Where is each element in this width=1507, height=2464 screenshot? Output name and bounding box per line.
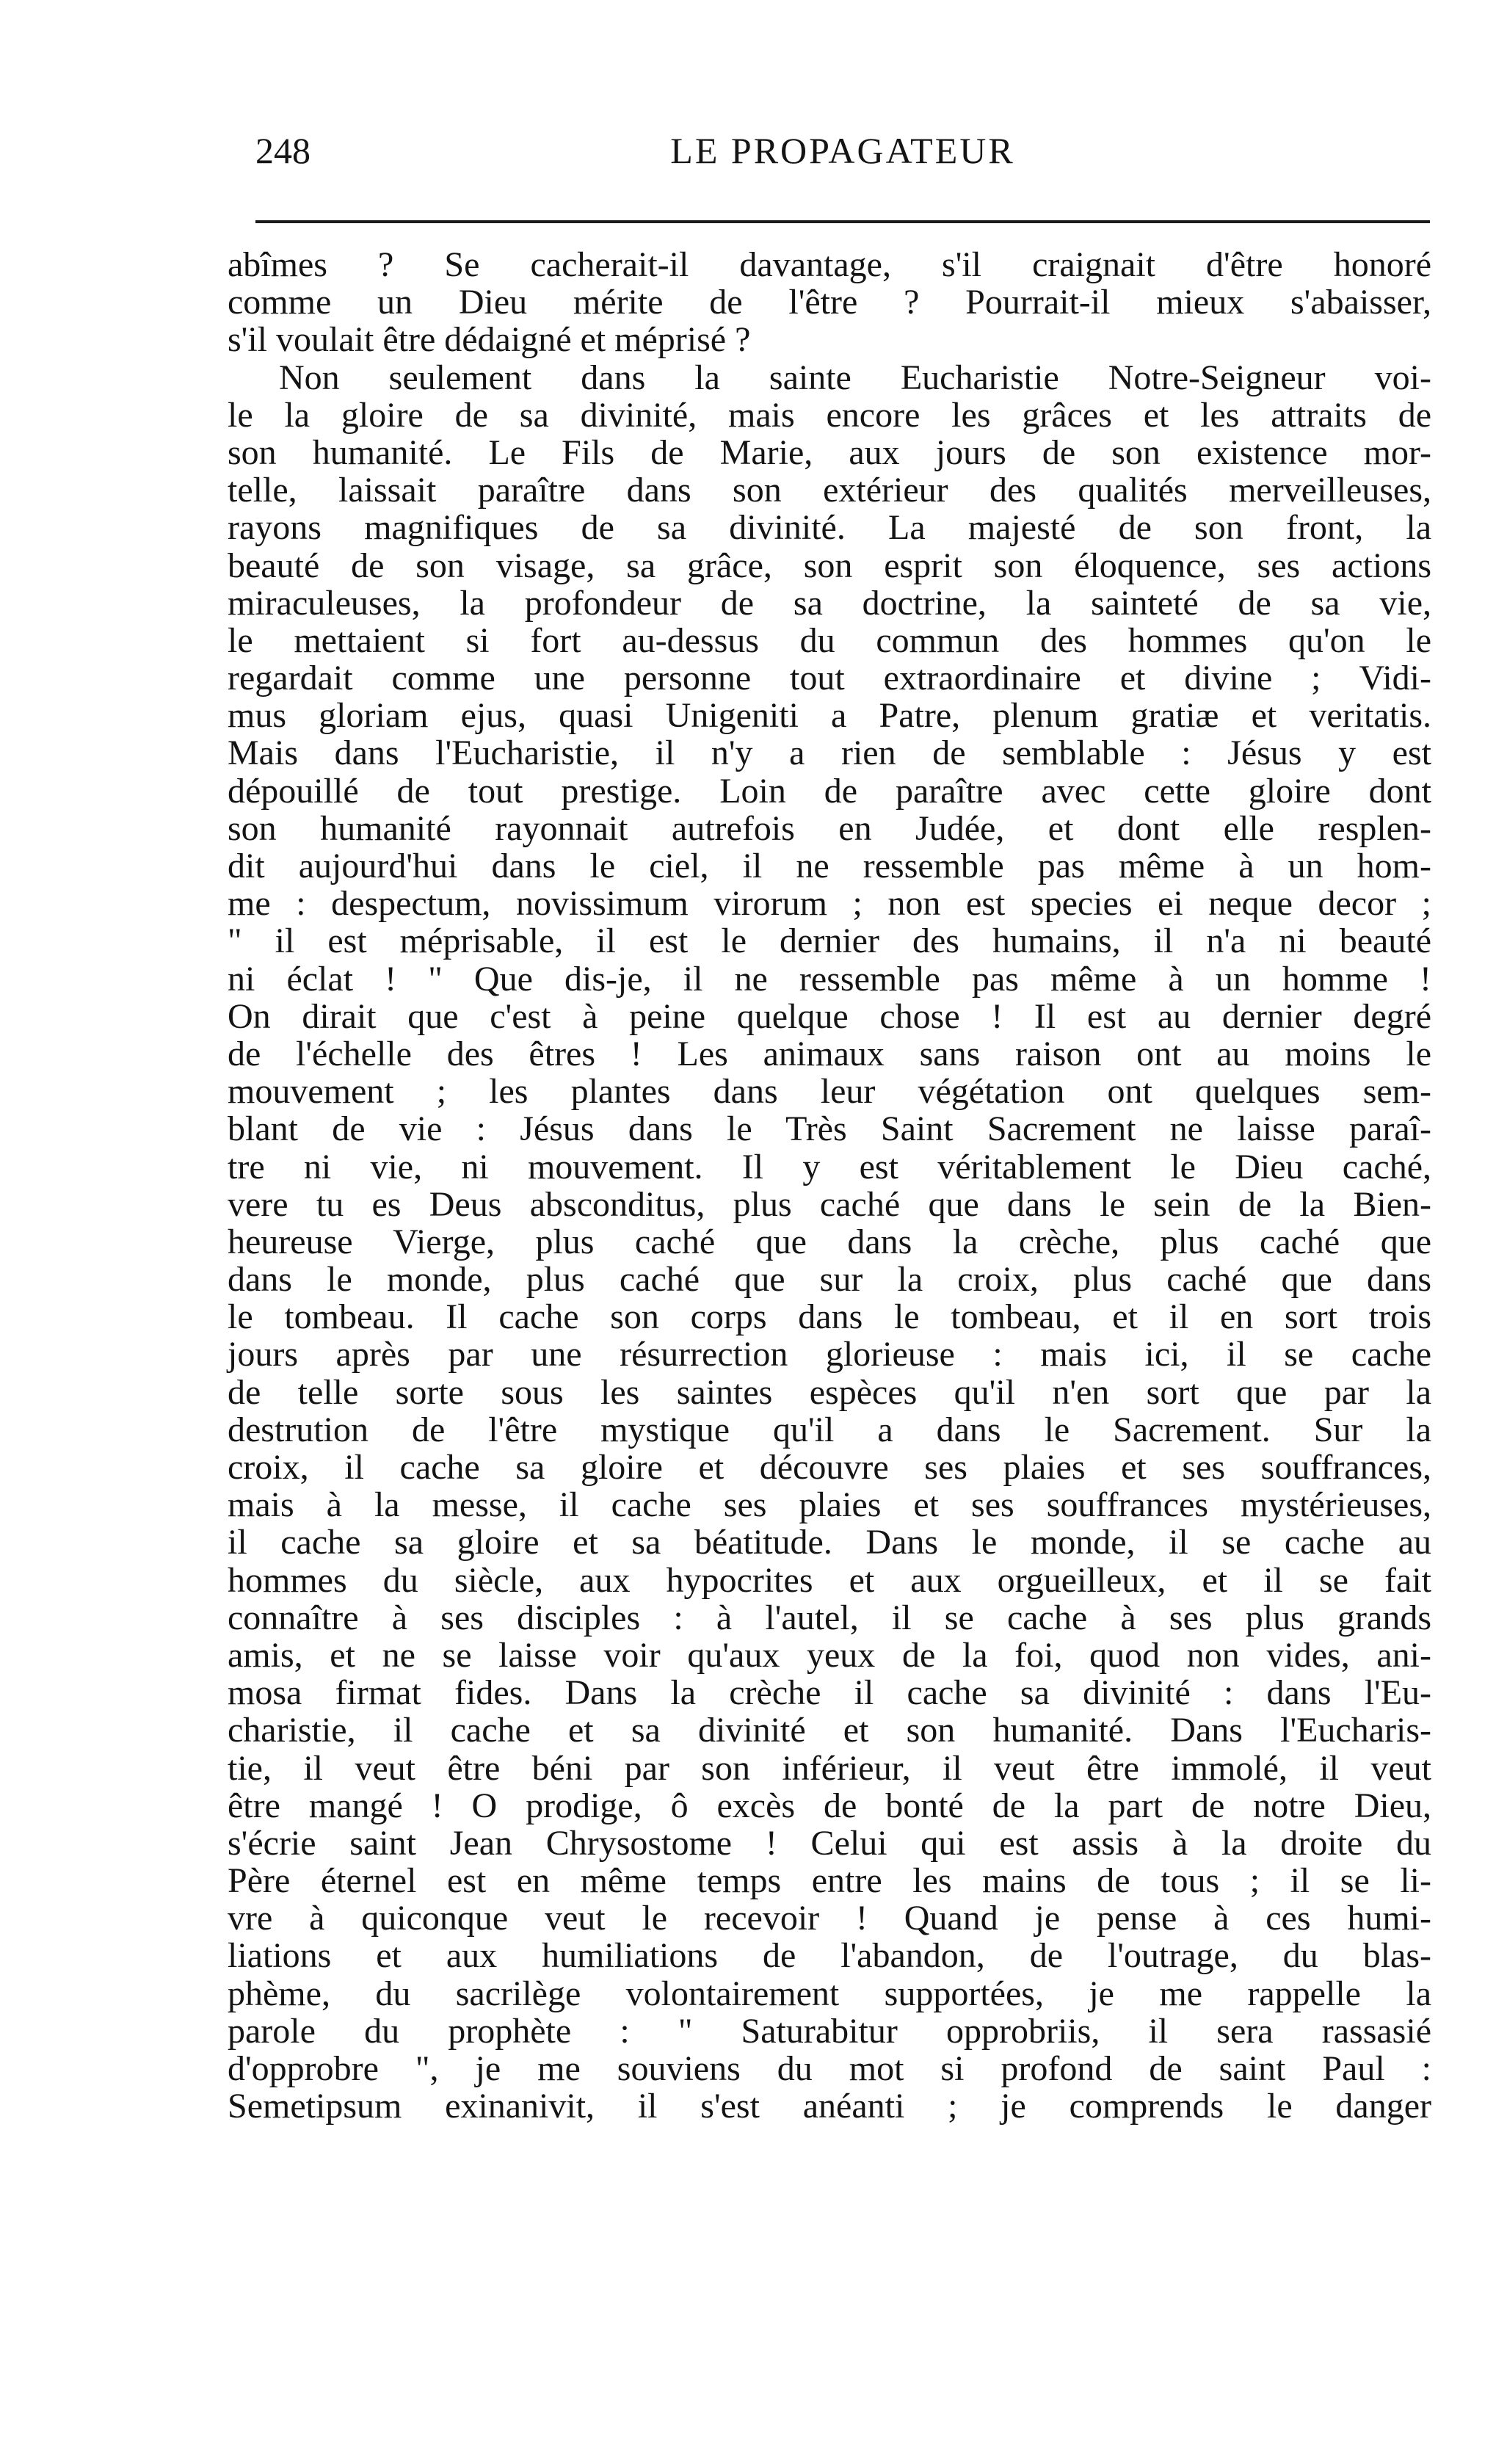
text-line: Semetipsum exinanivit, il s'est anéanti ; je comprends le danger — [228, 2087, 1431, 2126]
text-line: tie, il veut être béni par son inférieur, il veut être immolé, il veut — [228, 1748, 1431, 1788]
text-line: croix, il cache sa gloire et découvre ses plaies et ses souffrances, — [228, 1448, 1431, 1487]
page-header — [255, 125, 1430, 176]
text-line: son humanité rayonnait autrefois en Judée, et dont elle resplen- — [228, 808, 1431, 848]
text-line: comme un Dieu mérite de l'être ? Pourrait-il mieux s'abaisser, — [228, 283, 1431, 322]
text-line: le tombeau. Il cache son corps dans le tombeau, et il en sort trois — [228, 1297, 1431, 1337]
text-line: heureuse Vierge, plus caché que dans la crèche, plus caché que — [228, 1222, 1431, 1261]
text-line: de telle sorte sous les saintes espèces qu'il n'en sort que par la — [228, 1372, 1431, 1412]
running-title: LE PROPAGATEUR — [670, 130, 1015, 171]
text-line: mus gloriam ejus, quasi Unigeniti a Patre, plenum gratiæ et veritatis. — [228, 696, 1431, 736]
text-line: Père éternel est en même temps entre les mains de tous ; il se li- — [228, 1861, 1431, 1901]
text-line: mais à la messe, il cache ses plaies et ses souffrances mystérieuses, — [228, 1485, 1431, 1525]
text-line: vere tu es Deus absconditus, plus caché que dans le sein de la Bien- — [228, 1184, 1431, 1224]
text-line: " il est méprisable, il est le dernier des humains, il n'a ni beauté — [228, 921, 1431, 961]
body-text — [228, 246, 1431, 2125]
header-rule — [255, 220, 1430, 223]
text-line: me : despectum, novissimum virorum ; non est species ei neque decor ; — [228, 884, 1431, 924]
text-line: vre à quiconque veut le recevoir ! Quand je pense à ces humi- — [228, 1899, 1431, 1938]
text-line: abîmes ? Se cacherait-il davantage, s'il craignait d'être honoré — [228, 245, 1431, 284]
text-line: dit aujourd'hui dans le ciel, il ne ressemble pas même à un hom- — [228, 847, 1431, 885]
text-line: s'écrie saint Jean Chrysostome ! Celui qui est assis à la droite du — [228, 1823, 1431, 1863]
text-line: hommes du siècle, aux hypocrites et aux orgueilleux, et il se fait — [228, 1560, 1431, 1600]
text-line: Non seulement dans la sainte Eucharistie Notre-Seigneur voi- — [279, 358, 1431, 397]
text-line: mouvement ; les plantes dans leur végétation ont quelques sem- — [228, 1072, 1431, 1112]
text-line: blant de vie : Jésus dans le Très Saint Sacrement ne laisse paraî- — [228, 1109, 1431, 1149]
text-line: On dirait que c'est à peine quelque chose ! Il est au dernier degré — [228, 996, 1431, 1036]
text-line: dépouillé de tout prestige. Loin de paraître avec cette gloire dont — [228, 771, 1431, 811]
page-number: 248 — [255, 130, 311, 171]
text-line: être mangé ! O prodige, ô excès de bonté de la part de notre Dieu, — [228, 1786, 1431, 1825]
text-line: rayons magnifiques de sa divinité. La majesté de son front, la — [228, 508, 1431, 548]
text-line: il cache sa gloire et sa béatitude. Dans le monde, il se cache au — [228, 1523, 1431, 1562]
text-line: liations et aux humiliations de l'abandon, de l'outrage, du blas- — [228, 1936, 1431, 1976]
text-line: le mettaient si fort au-dessus du commun des hommes qu'on le — [228, 620, 1431, 660]
text-line: destrution de l'être mystique qu'il a dans le Sacrement. Sur la — [228, 1410, 1431, 1449]
text-line: charistie, il cache et sa divinité et son humanité. Dans l'Eucharis- — [228, 1711, 1431, 1750]
text-line: Mais dans l'Eucharistie, il n'y a rien de semblable : Jésus y est — [228, 733, 1431, 773]
text-line: d'opprobre ", je me souviens du mot si profond de saint Paul : — [228, 2049, 1431, 2088]
text-line: phème, du sacrilège volontairement supportées, je me rappelle la — [228, 1974, 1431, 2013]
text-line: regardait comme une personne tout extraordinaire et divine ; Vidi- — [228, 659, 1431, 698]
text-line: s'il voulait être dédaigné et méprisé ? — [228, 320, 751, 360]
text-line: de l'échelle des êtres ! Les animaux sans raison ont au moins le — [228, 1034, 1431, 1073]
text-line: mosa firmat fides. Dans la crèche il cache sa divinité : dans l'Eu- — [228, 1673, 1431, 1713]
text-line: le la gloire de sa divinité, mais encore les grâces et les attraits de — [228, 395, 1431, 435]
text-line: beauté de son visage, sa grâce, son esprit son éloquence, ses actions — [228, 546, 1431, 585]
text-line: connaître à ses disciples : à l'autel, il se cache à ses plus grands — [228, 1598, 1431, 1637]
text-line: tre ni vie, ni mouvement. Il y est véritablement le Dieu caché, — [228, 1147, 1431, 1186]
text-line: telle, laissait paraître dans son extérieur des qualités merveilleuses, — [228, 471, 1431, 510]
text-line: son humanité. Le Fils de Marie, aux jours de son existence mor- — [228, 432, 1431, 472]
text-line: ni éclat ! " Que dis-je, il ne ressemble pas même à un homme ! — [228, 959, 1431, 999]
text-line: jours après par une résurrection glorieuse : mais ici, il se cache — [228, 1335, 1431, 1374]
text-line: dans le monde, plus caché que sur la croix, plus caché que dans — [228, 1260, 1431, 1300]
text-line: miraculeuses, la profondeur de sa doctrine, la sainteté de sa vie, — [228, 583, 1431, 623]
text-line: amis, et ne se laisse voir qu'aux yeux de la foi, quod non vides, ani- — [228, 1635, 1431, 1675]
text-line: parole du prophète : " Saturabitur opprobriis, il sera rassasié — [228, 2011, 1431, 2051]
